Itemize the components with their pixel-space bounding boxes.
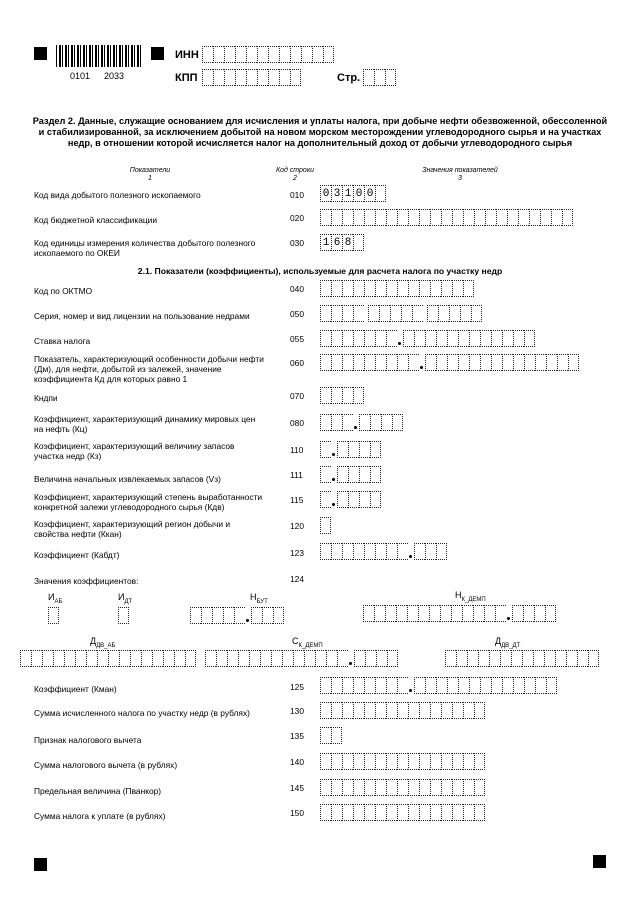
row-115-code: 115 [290, 495, 304, 505]
row-010-digit: 0 [364, 185, 375, 202]
coef-i-dt-field[interactable] [118, 607, 129, 624]
row-140-code: 140 [290, 757, 304, 767]
row-125-code: 125 [290, 682, 304, 692]
col-header-values-num: 3 [458, 175, 462, 182]
col-header-code [265, 167, 325, 183]
row-125-field[interactable] [320, 677, 557, 694]
row-070-field[interactable] [320, 387, 364, 404]
row-111-field[interactable] [320, 466, 381, 483]
coef-n-kdemp-label [455, 590, 486, 603]
coef-c-kdemp-sub: К_ДЕМП [298, 642, 323, 649]
row-135-code: 135 [290, 731, 304, 741]
row-123-field[interactable] [320, 543, 447, 560]
barcode-number-2: 2033 [104, 71, 125, 81]
row-040-field[interactable] [320, 280, 474, 297]
row-120-field[interactable] [320, 517, 331, 534]
row-110-field[interactable] [320, 441, 381, 458]
row-115-label: Коэффициент, характеризующий степень выработанности конкретной залежи углеводородного сырья (Кдв) [34, 492, 263, 512]
row-060-code: 060 [290, 358, 304, 368]
coef-c-kdemp-letter: С [292, 636, 299, 646]
row-130-code: 130 [290, 706, 304, 716]
row-050-code: 050 [290, 309, 304, 319]
page-label: Стр. [337, 72, 361, 84]
row-150-label: Сумма налога к уплате (в рублях) [34, 811, 166, 821]
row-030-digit: 8 [342, 234, 353, 251]
row-010-digit: 3 [331, 185, 342, 202]
row-010-label: Код вида добытого полезного ископаемого [34, 190, 201, 200]
corner-marker-top-left [34, 47, 47, 60]
coef-d-dvab-sub: ДВ_АБ [96, 642, 116, 649]
coef-n-but-sub: БУТ [256, 598, 268, 605]
row-070-code: 070 [290, 391, 304, 401]
row-135-label: Признак налогового вычета [34, 735, 142, 745]
coef-i-ab-field[interactable] [48, 607, 59, 624]
row-020-label: Код бюджетной классификации [34, 215, 158, 225]
coef-n-but-label [250, 592, 268, 605]
col-header-values [400, 167, 520, 183]
row-020-code: 020 [290, 213, 304, 223]
row-070-label: Кндпи [34, 393, 58, 403]
row-115-field[interactable] [320, 491, 381, 508]
row-145-label: Предельная величина (Пванкор) [34, 786, 162, 796]
row-030-code: 030 [290, 238, 304, 248]
row-010-field[interactable] [320, 185, 386, 202]
row-140-label: Сумма налогового вычета (в рублях) [34, 760, 178, 770]
row-060-label: Показатель, характеризующий особенности добычи нефти (Дм), для нефти, добытой из залежей, значение коэффициента Кд для которых равно 1 [34, 354, 264, 384]
row-150-field[interactable] [320, 804, 485, 821]
coef-n-kdemp-field[interactable] [363, 605, 556, 622]
row-030-label: Код единицы измерения количества добытого полезного ископаемого по ОКЕИ [34, 238, 256, 258]
row-030-field[interactable] [320, 234, 364, 251]
row-055-field[interactable] [320, 330, 535, 347]
barcode [56, 45, 142, 67]
kpp-label: КПП [175, 72, 198, 84]
section-title: Раздел 2. Данные, служащие основанием для исчисления и уплаты налога, при добыче нефти обезвоженной, обессоленной и стабилизированной, за исключением добытой на новом морском месторождении углеводородного сырья и на участках недр, в отношении которой исчисляется налог на дополнительный доход от добычи углеводородного сырья [32, 116, 608, 149]
row-111-label: Величина начальных извлекаемых запасов (Vз) [34, 474, 221, 484]
corner-marker-bottom-right [593, 855, 606, 868]
col-header-code-num: 2 [293, 175, 297, 182]
row-080-code: 080 [290, 418, 304, 428]
corner-marker-top-mid [151, 47, 164, 60]
row-010-digit: 0 [353, 185, 364, 202]
inn-field[interactable] [202, 46, 334, 63]
row-080-field[interactable] [320, 414, 403, 431]
row-030-digit: 1 [320, 234, 331, 251]
row-111-code: 111 [290, 470, 303, 480]
col-header-indicators [100, 167, 200, 183]
coef-d-dvab-letter: Д [90, 636, 97, 646]
coef-d-dvab-field[interactable] [20, 650, 196, 667]
row-145-code: 145 [290, 783, 304, 793]
coef-n-kdemp-letter: Н [455, 590, 462, 600]
row-050-label: Серия, номер и вид лицензии на пользование недрами [34, 311, 250, 321]
coef-d-dvdt-sub: ДВ_ДТ [501, 642, 521, 649]
coef-d-dvdt-letter: Д [495, 636, 502, 646]
coef-n-but-field[interactable] [190, 607, 284, 624]
row-110-label: Коэффициент, характеризующий величину запасов участка недр (Кз) [34, 441, 235, 461]
row-135-field[interactable] [320, 727, 342, 744]
row-055-label: Ставка налога [34, 336, 91, 346]
row-123-code: 123 [290, 548, 304, 558]
coef-i-dt-label [118, 592, 132, 605]
coef-i-dt-letter: И [118, 592, 125, 602]
row-010-digit: 0 [320, 185, 331, 202]
row-130-field[interactable] [320, 702, 485, 719]
row-123-label: Коэффициент (Кабдт) [34, 550, 120, 560]
coef-d-dvdt-field[interactable] [445, 650, 599, 667]
row-040-label: Код по ОКТМО [34, 286, 93, 296]
coef-d-dvab-label [90, 636, 115, 649]
row-124-label: Значения коэффициентов: [34, 576, 139, 586]
coef-d-dvdt-label [495, 636, 520, 649]
barcode-number-1: 0101 [70, 71, 91, 81]
coef-n-kdemp-sub: К_ДЕМП [461, 596, 486, 603]
row-010-code: 010 [290, 190, 304, 200]
col-header-code-text: Код строки [275, 167, 315, 174]
row-145-field[interactable] [320, 779, 485, 796]
col-header-values-text: Значения показателей [422, 167, 498, 174]
coef-n-but-letter: Н [250, 592, 257, 602]
kpp-field[interactable] [202, 69, 301, 86]
subsection-title: 2.1. Показатели (коэффициенты), используемые для расчета налога по участку недр [137, 266, 503, 276]
page-number-field[interactable] [363, 69, 396, 86]
row-125-label: Коэффициент (Кман) [34, 684, 117, 694]
row-120-label: Коэффициент, характеризующий регион добычи и свойства нефти (Ккан) [34, 519, 231, 539]
row-120-code: 120 [290, 521, 304, 531]
col-header-indicators-text: Показатели [129, 167, 171, 174]
col-header-indicators-num: 1 [148, 175, 152, 182]
inn-label: ИНН [175, 49, 199, 61]
row-150-code: 150 [290, 808, 304, 818]
coef-c-kdemp-label [292, 636, 323, 649]
coef-c-kdemp-field[interactable] [205, 650, 398, 667]
row-010-digit: 1 [342, 185, 353, 202]
row-050-field[interactable] [320, 305, 482, 322]
coef-i-ab-label [48, 592, 62, 605]
row-140-field[interactable] [320, 753, 485, 770]
row-030-digit: 6 [331, 234, 342, 251]
row-060-field[interactable] [320, 354, 579, 371]
coef-i-ab-sub: АБ [54, 598, 63, 605]
row-124-code: 124 [290, 574, 304, 584]
corner-marker-bottom-left [34, 858, 47, 871]
coef-i-dt-sub: ДТ [124, 598, 133, 605]
row-110-code: 110 [290, 445, 304, 455]
coef-i-ab-letter: И [48, 592, 55, 602]
row-130-label: Сумма исчисленного налога по участку недр (в рублях) [34, 708, 250, 718]
row-055-code: 055 [290, 334, 304, 344]
row-020-field[interactable] [320, 209, 573, 226]
row-040-code: 040 [290, 284, 304, 294]
row-080-label: Коэффициент, характеризующий динамику мировых цен на нефть (Кц) [34, 414, 256, 434]
